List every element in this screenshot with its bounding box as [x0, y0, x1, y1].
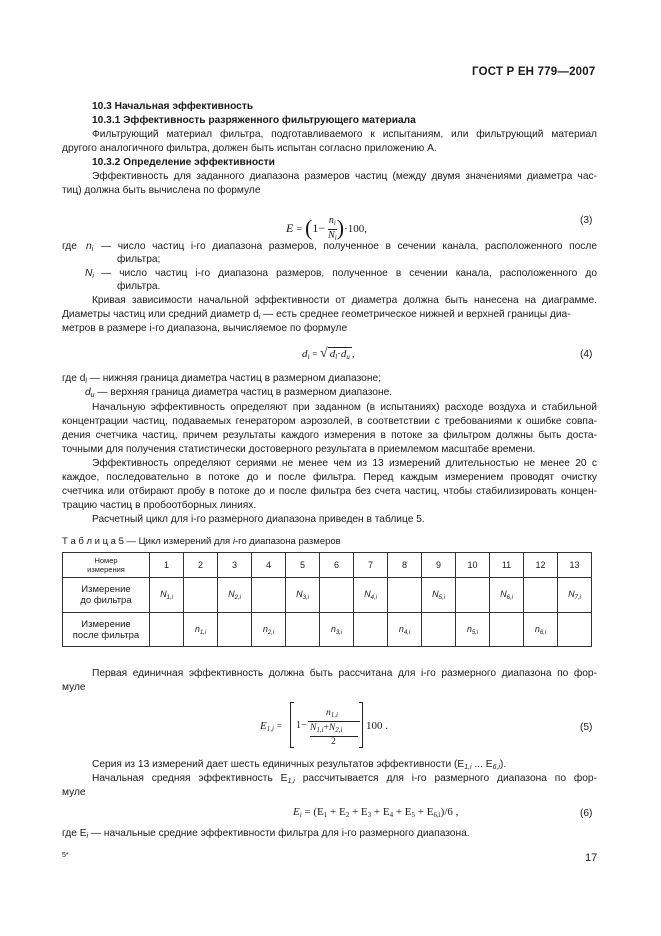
formula-symbol: i: [307, 353, 310, 361]
text-run: ).: [499, 759, 507, 770]
formula-symbol: u: [346, 353, 350, 361]
downstream-count-cell: [354, 613, 388, 647]
downstream-count-cell: [286, 613, 320, 647]
section-heading-10-3: 10.3 Начальная эффективность: [92, 101, 254, 112]
text-run: где d: [62, 373, 86, 384]
formula-symbol: i: [299, 811, 302, 819]
formula-symbol: 2: [331, 737, 336, 747]
text-run: Диаметры частиц или средний диаметр d: [62, 309, 259, 320]
formula-symbol: 1,i: [287, 778, 295, 785]
formula-symbol: 6,i: [433, 811, 441, 819]
formula-symbol: =: [296, 224, 302, 235]
text-run: Т а б л и ц а 5 — Цикл измерений для: [62, 536, 233, 547]
formula-symbol: 1: [296, 720, 301, 731]
upstream-count-cell: $N_{3,i}$: [286, 578, 320, 613]
paragraph-line: счетчика или отбирают пробу в потоке до и после фильтра без счета частиц, чтобы стабилизировать концен-: [62, 486, 597, 497]
formula-6: [293, 806, 458, 819]
table-row-header: [63, 553, 150, 578]
paragraph-line: точными для получения статистически достоверного результата в приемлемом масштабе времени.: [62, 444, 536, 455]
text-run: Начальная средняя эффективность E: [92, 773, 288, 784]
paragraph-line: Эффективность определяют сериями не менее чем из 13 измерений длительностью не менее 20 с: [92, 458, 597, 469]
paragraph-line: [62, 827, 470, 843]
text-run: — нижняя граница диаметра частиц в размерном диапазоне;: [86, 373, 381, 384]
text-run: — начальные средние эффективности фильтра для i-го размерного диапазона.: [88, 828, 470, 839]
table-row-header: [63, 613, 150, 647]
measurement-number-cell: 3: [218, 553, 252, 578]
definition-line: фильтра.: [117, 281, 161, 292]
upstream-count-cell: $N_{2,i}$: [218, 578, 252, 613]
paragraph-line: муле: [62, 682, 86, 693]
definition-line: [85, 386, 392, 402]
header-text: измерения: [87, 565, 125, 574]
paragraph-line: Кривая зависимости начальной эффективности от диаметра должна быть нанесена на диаграмме.: [92, 295, 597, 306]
formula-symbol: 2,i: [335, 726, 343, 734]
paragraph-line: тиц) должна быть вычислена по формуле: [62, 185, 261, 196]
downstream-count-cell: $n_{1,i}$: [184, 613, 218, 647]
header-text: Номер: [94, 556, 118, 565]
upstream-count-cell: $N_{7,i}$: [558, 578, 592, 613]
formula-symbol: + E: [393, 806, 412, 818]
formula-symbol: 4: [389, 811, 394, 819]
formula-symbol: i: [258, 314, 261, 321]
upstream-count-cell: [456, 578, 490, 613]
formula-symbol: E: [293, 806, 300, 818]
formula-symbol: 3: [367, 811, 372, 819]
measurement-number-cell: 13: [558, 553, 592, 578]
downstream-count-cell: $n_{2,i}$: [252, 613, 286, 647]
measurement-number-cell: 2: [184, 553, 218, 578]
formula-symbol: + E: [327, 806, 346, 818]
formula-symbol: 1,i: [464, 764, 472, 771]
formula-symbol: n: [326, 708, 331, 718]
text-run: Серия из 13 измерений дает шесть единичных результатов эффективности (E: [92, 759, 465, 770]
paragraph-line: другого аналогичного фильтра, должен быть испытан согласно приложению А.: [62, 143, 437, 154]
formula-symbol: =: [312, 349, 318, 359]
formula-symbol: 1,i: [266, 725, 274, 733]
formula-symbol: d: [340, 348, 347, 360]
formula-symbol: u: [90, 392, 95, 399]
formula-symbol: i: [86, 833, 89, 840]
upstream-count-cell: $N_{1,i}$: [150, 578, 184, 613]
measurement-number-cell: 9: [422, 553, 456, 578]
page-number: 17: [585, 852, 598, 864]
paragraph-line: муле: [62, 787, 86, 798]
formula-symbol: d: [85, 387, 91, 398]
doc-code: ГОСТ Р ЕН 779—2007: [472, 66, 596, 78]
formula-symbol: 1,i: [316, 726, 324, 734]
formula-symbol: + E: [371, 806, 390, 818]
formula-symbol: N: [85, 268, 93, 279]
formula-symbol: = (E: [301, 806, 324, 818]
paragraph-line: метров в размере i-го диапазона, вычисляемое по формуле: [62, 323, 348, 334]
formula-symbol: +: [323, 723, 329, 733]
measurement-cycle-table: [62, 552, 592, 647]
formula-symbol: d: [302, 348, 308, 360]
table-row-header: [63, 578, 150, 613]
formula-symbol: ·100,: [344, 223, 367, 235]
measurement-number-cell: 5: [286, 553, 320, 578]
paragraph-line: [92, 772, 597, 788]
measurement-number-cell: 7: [354, 553, 388, 578]
formula-symbol: i: [333, 218, 336, 227]
formula-symbol: 6,i: [492, 764, 500, 771]
paragraph-line: Расчетный цикл для i-го размерного диапазона приведен в таблице 5.: [92, 514, 425, 525]
formula-symbol: )/6 ,: [440, 806, 459, 818]
formula-symbol: N: [310, 723, 317, 733]
where-label: где: [62, 241, 77, 252]
upstream-count-cell: [388, 578, 422, 613]
measurement-number-cell: 10: [456, 553, 490, 578]
formula-symbol: −: [301, 720, 307, 731]
formula-symbol: 1,i: [330, 711, 338, 719]
formula-5: [260, 700, 580, 752]
formula-symbol: l: [85, 378, 87, 385]
header-text: Измерение: [81, 618, 131, 630]
formula-symbol: 5: [411, 811, 416, 819]
downstream-count-cell: [490, 613, 524, 647]
equation-number: (4): [580, 349, 593, 360]
downstream-count-cell: [558, 613, 592, 647]
upstream-count-cell: $N_{5,i}$: [422, 578, 456, 613]
downstream-count-cell: [218, 613, 252, 647]
formula-symbol: 1: [323, 811, 328, 819]
text-run: где E: [62, 828, 87, 839]
formula-4: $d_i$ = √ $d_l\cdot d_u$ ,: [302, 346, 355, 361]
equation-number: (6): [580, 808, 593, 819]
section-heading-10-3-2: 10.3.2 Определение эффективности: [92, 157, 275, 168]
downstream-count-cell: [150, 613, 184, 647]
formula-symbol: n: [86, 241, 92, 252]
formula-symbol: ,: [351, 348, 355, 360]
variable-n-i: [86, 240, 93, 256]
text-run: -го диапазона размеров: [234, 536, 341, 547]
formula-symbol: E: [286, 221, 294, 235]
text-run: i: [232, 536, 235, 547]
formula-symbol: + E: [349, 806, 368, 818]
formula-symbol: −: [318, 221, 326, 235]
upstream-count-cell: $N_{4,i}$: [354, 578, 388, 613]
measurement-number-cell: 6: [320, 553, 354, 578]
header-text: после фильтра: [72, 629, 140, 641]
formula-symbol: 100 .: [366, 720, 388, 732]
upstream-count-cell: [524, 578, 558, 613]
measurement-number-cell: 12: [524, 553, 558, 578]
formula-symbol: E: [260, 720, 267, 732]
formula-symbol: ·: [337, 348, 341, 360]
text-run: ... E: [471, 759, 493, 770]
equation-number: (3): [580, 215, 593, 226]
paragraph-line: трацию частиц в пробоотборных линиях.: [62, 500, 257, 511]
paragraph-line: Начальную эффективность определяют при заданном (в испытаниях) расходе воздуха и стабильной: [92, 402, 597, 413]
paragraph-line: Эффективность для заданного диапазона размеров частиц (между двумя значениями диаметра час-: [92, 171, 597, 182]
downstream-count-cell: $n_{5,i}$: [456, 613, 490, 647]
paragraph-line: Первая единичная эффективность должна быть рассчитана для i-го размерного диапазона по фор-: [92, 668, 597, 679]
paragraph-line: каждое, последовательно в потоке до и после фильтра. Перед каждым измерением проводят очистку: [62, 472, 597, 483]
paragraph-line: концентрации частиц, подаваемых генератором аэрозолей, в соответствии с требованиями к ошибке совпа-: [62, 416, 597, 427]
upstream-count-cell: [320, 578, 354, 613]
formula-symbol: N: [328, 723, 336, 733]
downstream-count-cell: $n_{6,i}$: [524, 613, 558, 647]
upstream-count-cell: [184, 578, 218, 613]
measurement-number-cell: 11: [490, 553, 524, 578]
measurement-number-cell: 8: [388, 553, 422, 578]
formula-symbol: N: [328, 229, 335, 241]
formula-symbol: l: [335, 353, 338, 361]
formula-symbol: i: [334, 233, 337, 242]
formula-symbol: n: [328, 214, 334, 226]
measurement-number-cell: 1: [150, 553, 184, 578]
upstream-count-cell: [252, 578, 286, 613]
upstream-count-cell: $N_{6,i}$: [490, 578, 524, 613]
formula-symbol: d: [329, 348, 336, 360]
section-heading-10-3-1: 10.3.1 Эффективность разряженного фильтрующего материала: [92, 115, 416, 126]
formula-symbol: 1: [312, 221, 319, 235]
downstream-count-cell: $n_{4,i}$: [388, 613, 422, 647]
formula-symbol: 2: [345, 811, 350, 819]
text-run: — есть среднее геометрическое нижней и верхней границы диа-: [260, 309, 571, 320]
measurement-number-cell: 4: [252, 553, 286, 578]
header-text: до фильтра: [80, 595, 132, 606]
definition-line: — число частиц i-го диапазона размеров, полученное в сечении канала, расположенного до: [101, 268, 597, 279]
definition-line: — число частиц i-го диапазона размеров, полученное в сечении канала, расположенного после: [101, 241, 597, 252]
table-caption: [62, 536, 341, 547]
variable-N-i: [85, 267, 94, 283]
formula-symbol: =: [276, 721, 282, 731]
formula-symbol: i: [92, 273, 94, 280]
downstream-count-cell: [422, 613, 456, 647]
paragraph-line: Фильтрующий материал фильтра, подготавливаемого к испытаниям, или фильтрующий материал: [92, 129, 597, 140]
formula-3: E = (1− $\frac{n_i}{N_i}$ )·100,: [286, 214, 367, 242]
equation-number: (5): [580, 722, 593, 733]
footer-signature-mark: 5*: [62, 852, 69, 859]
formula-symbol: + E: [415, 806, 434, 818]
text-run: рассчитывается для i-го размерного диапазона по фор-: [294, 773, 597, 784]
definition-line: фильтра;: [117, 254, 161, 265]
header-text: Измерение: [81, 584, 131, 595]
downstream-count-cell: $n_{3,i}$: [320, 613, 354, 647]
formula-symbol: i: [91, 246, 94, 253]
text-run: — верхняя граница диаметра частиц в размерном диапазоне.: [94, 387, 393, 398]
paragraph-line: дения счетчика частиц, причем результаты каждого измерения в потоке за фильтром должны быть доста-: [62, 430, 597, 441]
